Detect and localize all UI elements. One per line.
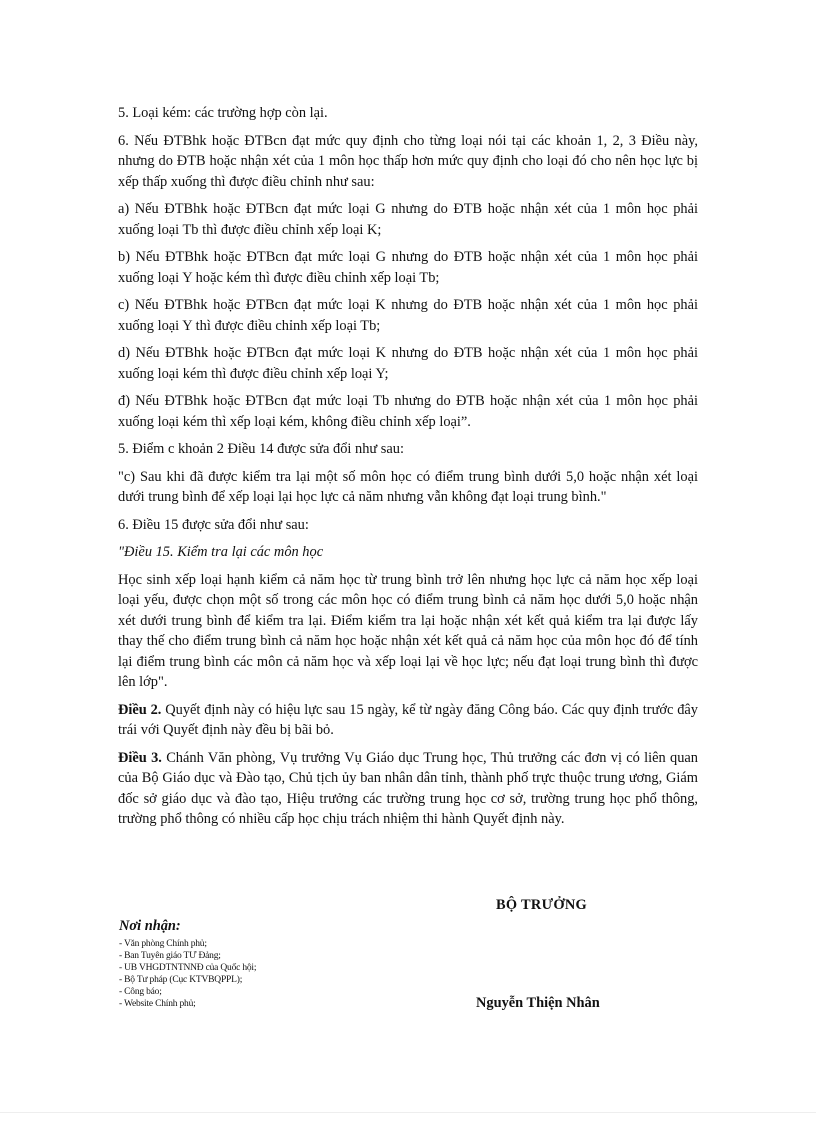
recipient-item: - Ban Tuyên giáo TƯ Đảng; [119,951,221,961]
article-2-text: Quyết định này có hiệu lực sau 15 ngày, kể từ ngày đăng Công báo. Các quy định trước đây trái với Quyết định này đều bị bãi bỏ. [118,701,698,738]
paragraph-a: a) Nếu ĐTBhk hoặc ĐTBcn đạt mức loại G nhưng do ĐTB hoặc nhận xét của 1 môn học phải xuống loại Tb thì được điều chỉnh xếp loại K; [118,201,698,238]
article-15-heading: "Điều 15. Kiểm tra lại các môn học [118,544,324,560]
paragraph-c: c) Nếu ĐTBhk hoặc ĐTBcn đạt mức loại K nhưng do ĐTB hoặc nhận xét của 1 môn học phải xuống loại Y thì được điều chỉnh xếp loại Tb; [118,297,698,334]
paragraph-diem-c: 5. Điểm c khoản 2 Điều 14 được sửa đổi như sau: [118,441,404,457]
paragraph-dieu-chinh: 6. Nếu ĐTBhk hoặc ĐTBcn đạt mức quy định cho từng loại nói tại các khoản 1, 2, 3 Điều này, nhưng do ĐTB hoặc nhận xét của 1 môn học thấp hơn mức quy định cho loại đó cho nên học lực bị xếp thấp xuống thì được điều chỉnh như sau: [118,132,698,190]
signer-name: Nguyễn Thiện Nhân [476,995,600,1011]
recipient-item: - Bộ Tư pháp (Cục KTVBQPPL); [119,975,243,985]
paragraph-kiem-tra-lai: Học sinh xếp loại hạnh kiểm cả năm học từ trung bình trở lên nhưng học lực cả năm học xếp loại loại yếu, được chọn một số trong các môn học có điểm trung bình cả năm học dưới 5,0 hoặc nhận xét dưới trung bình để kiểm tra lại. Điểm kiểm tra lại hoặc nhận xét kết quả kiểm tra lại được lấy thay thế cho điểm trung bình cả năm học hoặc nhận xét kết quả cả năm học của môn học đó để tính lại điểm trung bình các môn cả năm học và xếp loại lại về học lực; nếu đạt loại trung bình thì được lên lớp". [118,571,698,690]
paragraph-b: b) Nếu ĐTBhk hoặc ĐTBcn đạt mức loại G nhưng do ĐTB hoặc nhận xét của 1 môn học phải xuống loại Y hoặc kém thì được điều chỉnh xếp loại Tb; [118,249,698,286]
recipient-item: - UB VHGDTNTNNĐ của Quốc hội; [119,963,257,973]
page-bottom-divider [0,1112,816,1113]
recipient-item: - Công báo; [119,987,162,997]
article-2-lead: Điều 2. [118,701,162,718]
recipient-item: - Website Chính phủ; [119,999,196,1009]
recipients-title: Nơi nhận: [119,918,181,934]
paragraph-dd: đ) Nếu ĐTBhk hoặc ĐTBcn đạt mức loại Tb nhưng do ĐTB hoặc nhận xét của 1 môn học phải xuống loại kém thì xếp loại kém, không điều chỉnh xếp loại”. [118,393,698,430]
recipient-item: - Văn phòng Chính phủ; [119,939,207,949]
paragraph-quote-c: "c) Sau khi đã được kiểm tra lại một số môn học có điểm trung bình dưới 5,0 hoặc nhận xét loại dưới trung bình để xếp loại lại học lực cả năm nhưng vẫn không đạt loại trung bình." [118,468,698,505]
article-3-text: Chánh Văn phòng, Vụ trưởng Vụ Giáo dục Trung học, Thủ trưởng các đơn vị có liên quan của Bộ Giáo dục và Đào tạo, Chủ tịch ủy ban nhân dân tỉnh, thành phố trực thuộc trung ương, Giám đốc sở giáo dục và đào tạo, Hiệu trưởng các trường trung học cơ sở, trường trung học phổ thông, trường phổ thông có nhiều cấp học chịu trách nhiệm thi hành Quyết định này. [118,749,698,827]
article-3-lead: Điều 3. [118,749,162,766]
recipients-list [119,938,256,1010]
signer-title: BỘ TRƯỞNG [496,897,588,913]
article-3 [118,748,698,830]
paragraph-d: d) Nếu ĐTBhk hoặc ĐTBcn đạt mức loại K nhưng do ĐTB hoặc nhận xét của 1 môn học phải xuống loại kém thì được điều chỉnh xếp loại Y; [118,345,698,382]
paragraph-loai-kem: 5. Loại kém: các trường hợp còn lại. [118,105,328,121]
document-body [118,103,698,837]
article-2 [118,700,698,741]
paragraph-dieu-15: 6. Điều 15 được sửa đổi như sau: [118,516,309,533]
